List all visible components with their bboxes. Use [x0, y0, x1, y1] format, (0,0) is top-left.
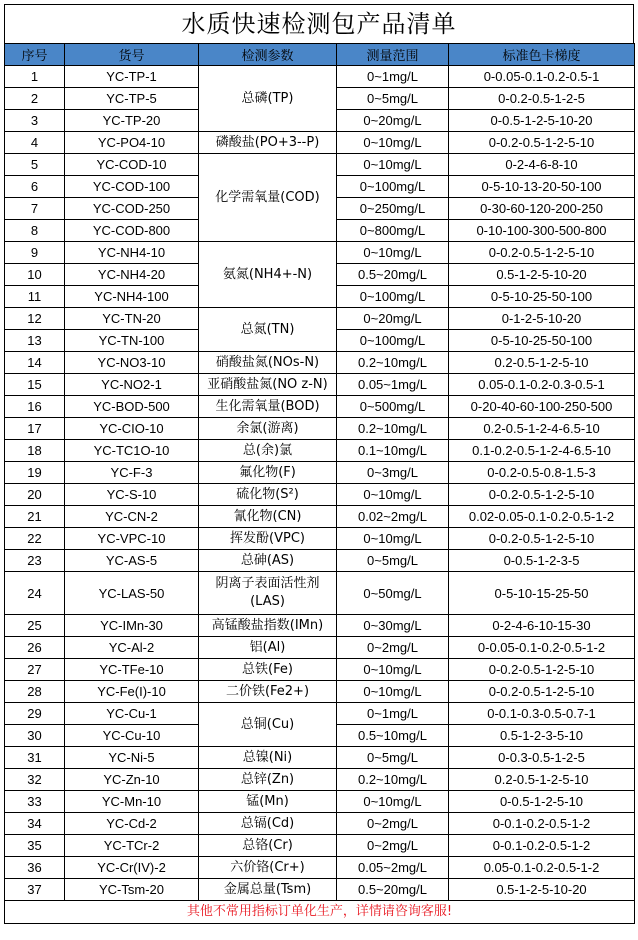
row-number: 20: [5, 484, 65, 506]
measure-range: 0.2~10mg/L: [337, 418, 449, 440]
col-header-gradient: 标准色卡梯度: [449, 44, 635, 66]
test-parameter: 亚硝酸盐氮(NO z-N): [199, 374, 337, 396]
col-header-param: 检测参数: [199, 44, 337, 66]
row-number: 11: [5, 286, 65, 308]
table-row: [5, 440, 635, 462]
table-row: [5, 550, 635, 572]
product-code: YC-TN-20: [65, 308, 199, 330]
measure-range: 0~30mg/L: [337, 615, 449, 637]
measure-range: 0~3mg/L: [337, 462, 449, 484]
row-number: 37: [5, 879, 65, 901]
product-code: YC-BOD-500: [65, 396, 199, 418]
product-code: YC-NH4-20: [65, 264, 199, 286]
product-code: YC-TC1O-10: [65, 440, 199, 462]
row-number: 6: [5, 176, 65, 198]
test-parameter: 二价铁(Fe2+): [199, 681, 337, 703]
measure-range: 0~10mg/L: [337, 659, 449, 681]
row-number: 32: [5, 769, 65, 791]
color-gradient: 0.05-0.1-0.2-0.5-1-2: [449, 857, 635, 879]
color-gradient: 0.2-0.5-1-2-4-6.5-10: [449, 418, 635, 440]
measure-range: 0.5~20mg/L: [337, 264, 449, 286]
row-number: 19: [5, 462, 65, 484]
table-row: [5, 681, 635, 703]
row-number: 15: [5, 374, 65, 396]
measure-range: 0.2~10mg/L: [337, 352, 449, 374]
product-code: YC-TFe-10: [65, 659, 199, 681]
color-gradient: 0-0.5-1-2-5-10-20: [449, 110, 635, 132]
color-gradient: 0-0.2-0.5-1-2-5: [449, 88, 635, 110]
measure-range: 0~500mg/L: [337, 396, 449, 418]
measure-range: 0~100mg/L: [337, 330, 449, 352]
measure-range: 0.05~1mg/L: [337, 374, 449, 396]
table-row: [5, 66, 635, 88]
row-number: 4: [5, 132, 65, 154]
measure-range: 0~1mg/L: [337, 703, 449, 725]
product-code: YC-Cu-1: [65, 703, 199, 725]
test-parameter: 化学需氧量(COD): [199, 154, 337, 242]
test-parameter: 总磷(TP): [199, 66, 337, 132]
page-title: 水质快速检测包产品清单: [4, 4, 634, 43]
color-gradient: 0-1-2-5-10-20: [449, 308, 635, 330]
row-number: 36: [5, 857, 65, 879]
color-gradient: 0-5-10-13-20-50-100: [449, 176, 635, 198]
table-row: [5, 242, 635, 264]
product-code: YC-Cu-10: [65, 725, 199, 747]
color-gradient: 0.2-0.5-1-2-5-10: [449, 352, 635, 374]
table-row: [5, 484, 635, 506]
table-row: [5, 615, 635, 637]
table-row: [5, 352, 635, 374]
measure-range: 0~20mg/L: [337, 110, 449, 132]
product-code: YC-Tsm-20: [65, 879, 199, 901]
color-gradient: 0-0.2-0.5-1-2-5-10: [449, 132, 635, 154]
color-gradient: 0.5-1-2-3-5-10: [449, 725, 635, 747]
test-parameter: 锰(Mn): [199, 791, 337, 813]
row-number: 22: [5, 528, 65, 550]
product-code: YC-CN-2: [65, 506, 199, 528]
product-code: YC-Fe(I)-10: [65, 681, 199, 703]
color-gradient: 0-0.1-0.2-0.5-1-2: [449, 835, 635, 857]
product-code: YC-F-3: [65, 462, 199, 484]
row-number: 10: [5, 264, 65, 286]
color-gradient: 0-5-10-15-25-50: [449, 572, 635, 615]
color-gradient: 0-0.1-0.2-0.5-1-2: [449, 813, 635, 835]
measure-range: 0.5~20mg/L: [337, 879, 449, 901]
table-header-row: [5, 44, 635, 66]
product-code: YC-NO2-1: [65, 374, 199, 396]
table-row: [5, 308, 635, 330]
table-row: [5, 506, 635, 528]
product-code: YC-TP-1: [65, 66, 199, 88]
color-gradient: 0.05-0.1-0.2-0.3-0.5-1: [449, 374, 635, 396]
row-number: 24: [5, 572, 65, 615]
measure-range: 0~100mg/L: [337, 176, 449, 198]
test-parameter: 总锌(Zn): [199, 769, 337, 791]
product-code: YC-LAS-50: [65, 572, 199, 615]
color-gradient: 0.5-1-2-5-10-20: [449, 879, 635, 901]
table-row: [5, 418, 635, 440]
test-parameter: 总铁(Fe): [199, 659, 337, 681]
test-parameter: 总(余)氯: [199, 440, 337, 462]
measure-range: 0~1mg/L: [337, 66, 449, 88]
test-parameter: 硝酸盐氮(NOs-N): [199, 352, 337, 374]
color-gradient: 0.1-0.2-0.5-1-2-4-6.5-10: [449, 440, 635, 462]
row-number: 33: [5, 791, 65, 813]
color-gradient: 0-0.3-0.5-1-2-5: [449, 747, 635, 769]
col-header-range: 测量范围: [337, 44, 449, 66]
test-parameter: 总铬(Cr): [199, 835, 337, 857]
color-gradient: 0-20-40-60-100-250-500: [449, 396, 635, 418]
row-number: 31: [5, 747, 65, 769]
row-number: 13: [5, 330, 65, 352]
test-parameter: 硫化物(S²): [199, 484, 337, 506]
product-code: YC-IMn-30: [65, 615, 199, 637]
row-number: 27: [5, 659, 65, 681]
table-row: [5, 659, 635, 681]
measure-range: 0~10mg/L: [337, 681, 449, 703]
product-table: [4, 43, 635, 924]
color-gradient: 0-0.05-0.1-0.2-0.5-1-2: [449, 637, 635, 659]
row-number: 35: [5, 835, 65, 857]
table-row: [5, 813, 635, 835]
measure-range: 0~10mg/L: [337, 154, 449, 176]
measure-range: 0.02~2mg/L: [337, 506, 449, 528]
test-parameter: 阴离子表面活性剂(LAS): [199, 572, 337, 615]
row-number: 17: [5, 418, 65, 440]
row-number: 25: [5, 615, 65, 637]
row-number: 23: [5, 550, 65, 572]
measure-range: 0~5mg/L: [337, 88, 449, 110]
row-number: 1: [5, 66, 65, 88]
color-gradient: 0-2-4-6-8-10: [449, 154, 635, 176]
table-row: [5, 703, 635, 725]
table-row: [5, 396, 635, 418]
product-code: YC-TP-5: [65, 88, 199, 110]
test-parameter: 六价铬(Cr+): [199, 857, 337, 879]
product-code: YC-NH4-10: [65, 242, 199, 264]
test-parameter: 总氮(TN): [199, 308, 337, 352]
measure-range: 0~20mg/L: [337, 308, 449, 330]
table-body: [5, 66, 635, 901]
product-code: YC-Al-2: [65, 637, 199, 659]
color-gradient: 0-0.05-0.1-0.2-0.5-1: [449, 66, 635, 88]
measure-range: 0~2mg/L: [337, 637, 449, 659]
measure-range: 0.2~10mg/L: [337, 769, 449, 791]
row-number: 34: [5, 813, 65, 835]
product-code: YC-CIO-10: [65, 418, 199, 440]
color-gradient: 0-2-4-6-10-15-30: [449, 615, 635, 637]
measure-range: 0~50mg/L: [337, 572, 449, 615]
row-number: 26: [5, 637, 65, 659]
test-parameter: 铝(Al): [199, 637, 337, 659]
test-parameter: 总镍(Ni): [199, 747, 337, 769]
product-code: YC-COD-100: [65, 176, 199, 198]
test-parameter: 氟化物(F): [199, 462, 337, 484]
color-gradient: 0-5-10-25-50-100: [449, 286, 635, 308]
color-gradient: 0-0.2-0.5-1-2-5-10: [449, 681, 635, 703]
color-gradient: 0-0.2-0.5-0.8-1.5-3: [449, 462, 635, 484]
table-row: [5, 572, 635, 615]
color-gradient: 0.2-0.5-1-2-5-10: [449, 769, 635, 791]
product-code: YC-Cd-2: [65, 813, 199, 835]
product-code: YC-Cr(IV)-2: [65, 857, 199, 879]
product-code: YC-PO4-10: [65, 132, 199, 154]
table-row: [5, 374, 635, 396]
test-parameter: 氰化物(CN): [199, 506, 337, 528]
color-gradient: 0-0.2-0.5-1-2-5-10: [449, 484, 635, 506]
measure-range: 0~250mg/L: [337, 198, 449, 220]
measure-range: 0~5mg/L: [337, 747, 449, 769]
product-code: YC-AS-5: [65, 550, 199, 572]
footer-note: 其他不常用指标订单化生产，详情请咨询客服!: [5, 901, 635, 924]
table-row: [5, 637, 635, 659]
test-parameter: 总砷(AS): [199, 550, 337, 572]
row-number: 5: [5, 154, 65, 176]
table-row: [5, 857, 635, 879]
table-row: [5, 528, 635, 550]
measure-range: 0~100mg/L: [337, 286, 449, 308]
row-number: 2: [5, 88, 65, 110]
product-code: YC-Mn-10: [65, 791, 199, 813]
product-code: YC-Zn-10: [65, 769, 199, 791]
color-gradient: 0-5-10-25-50-100: [449, 330, 635, 352]
row-number: 8: [5, 220, 65, 242]
table-row: [5, 835, 635, 857]
product-code: YC-COD-250: [65, 198, 199, 220]
row-number: 30: [5, 725, 65, 747]
color-gradient: 0.5-1-2-5-10-20: [449, 264, 635, 286]
col-header-no: 序号: [5, 44, 65, 66]
product-code: YC-TCr-2: [65, 835, 199, 857]
table-row: [5, 769, 635, 791]
product-code: YC-TP-20: [65, 110, 199, 132]
footer-row: [5, 901, 635, 924]
color-gradient: 0.02-0.05-0.1-0.2-0.5-1-2: [449, 506, 635, 528]
product-code: YC-NO3-10: [65, 352, 199, 374]
row-number: 3: [5, 110, 65, 132]
color-gradient: 0-10-100-300-500-800: [449, 220, 635, 242]
product-code: YC-COD-10: [65, 154, 199, 176]
table-row: [5, 879, 635, 901]
product-code: YC-NH4-100: [65, 286, 199, 308]
measure-range: 0.05~2mg/L: [337, 857, 449, 879]
measure-range: 0~10mg/L: [337, 528, 449, 550]
measure-range: 0~2mg/L: [337, 813, 449, 835]
product-code: YC-S-10: [65, 484, 199, 506]
row-number: 18: [5, 440, 65, 462]
product-list-sheet: [4, 4, 634, 924]
measure-range: 0~5mg/L: [337, 550, 449, 572]
color-gradient: 0-0.5-1-2-5-10: [449, 791, 635, 813]
table-row: [5, 462, 635, 484]
table-row: [5, 747, 635, 769]
test-parameter: 高锰酸盐指数(IMn): [199, 615, 337, 637]
measure-range: 0~10mg/L: [337, 132, 449, 154]
measure-range: 0~10mg/L: [337, 242, 449, 264]
test-parameter: 氨氮(NH4+-N): [199, 242, 337, 308]
row-number: 29: [5, 703, 65, 725]
measure-range: 0.5~10mg/L: [337, 725, 449, 747]
color-gradient: 0-30-60-120-200-250: [449, 198, 635, 220]
test-parameter: 总铜(Cu): [199, 703, 337, 747]
color-gradient: 0-0.2-0.5-1-2-5-10: [449, 242, 635, 264]
row-number: 12: [5, 308, 65, 330]
row-number: 28: [5, 681, 65, 703]
col-header-code: 货号: [65, 44, 199, 66]
test-parameter: 总镉(Cd): [199, 813, 337, 835]
test-parameter: 磷酸盐(PO+3--P): [199, 132, 337, 154]
table-row: [5, 132, 635, 154]
test-parameter: 余氯(游离): [199, 418, 337, 440]
test-parameter: 挥发酚(VPC): [199, 528, 337, 550]
measure-range: 0.1~10mg/L: [337, 440, 449, 462]
test-parameter: 金属总量(Tsm): [199, 879, 337, 901]
row-number: 7: [5, 198, 65, 220]
color-gradient: 0-0.1-0.3-0.5-0.7-1: [449, 703, 635, 725]
row-number: 14: [5, 352, 65, 374]
measure-range: 0~10mg/L: [337, 484, 449, 506]
color-gradient: 0-0.2-0.5-1-2-5-10: [449, 659, 635, 681]
measure-range: 0~10mg/L: [337, 791, 449, 813]
table-row: [5, 791, 635, 813]
test-parameter: 生化需氧量(BOD): [199, 396, 337, 418]
measure-range: 0~800mg/L: [337, 220, 449, 242]
product-code: YC-TN-100: [65, 330, 199, 352]
product-code: YC-VPC-10: [65, 528, 199, 550]
table-row: [5, 154, 635, 176]
product-code: YC-Ni-5: [65, 747, 199, 769]
row-number: 9: [5, 242, 65, 264]
product-code: YC-COD-800: [65, 220, 199, 242]
row-number: 21: [5, 506, 65, 528]
measure-range: 0~2mg/L: [337, 835, 449, 857]
color-gradient: 0-0.5-1-2-3-5: [449, 550, 635, 572]
row-number: 16: [5, 396, 65, 418]
color-gradient: 0-0.2-0.5-1-2-5-10: [449, 528, 635, 550]
